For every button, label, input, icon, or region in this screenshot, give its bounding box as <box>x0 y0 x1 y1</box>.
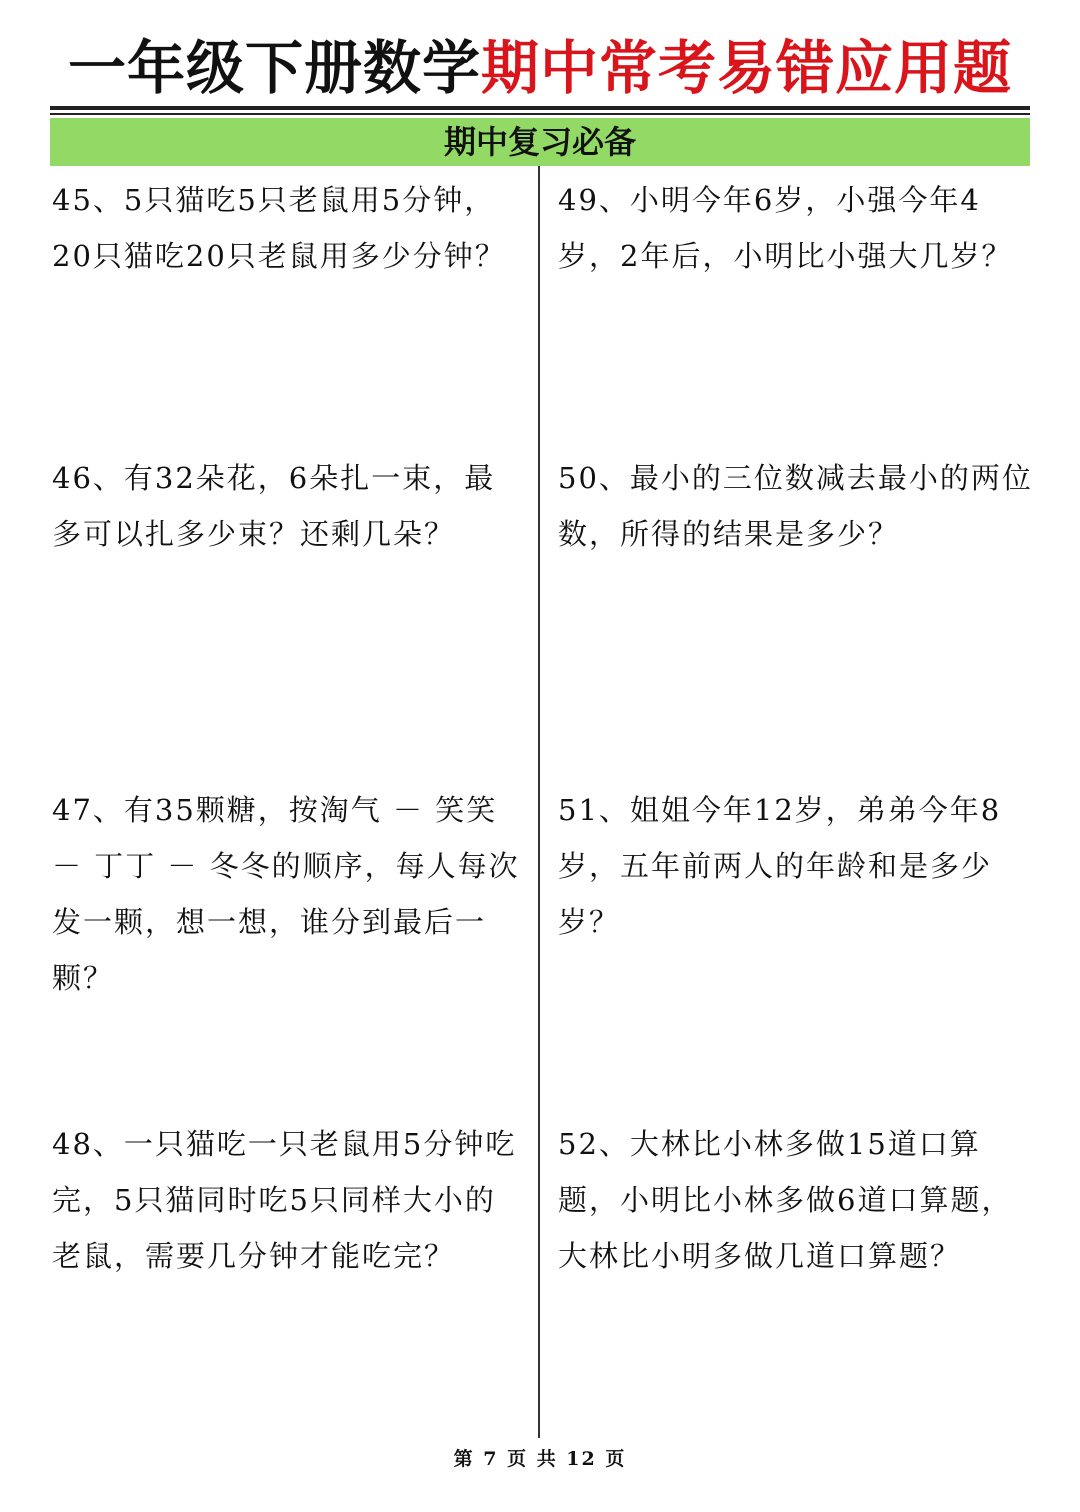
question-51: 51、姐姐今年12岁，弟弟今年8岁，五年前两人的年龄和是多少岁？ <box>558 793 1002 939</box>
question-49: 49、小明今年6岁，小强今年4岁，2年后，小明比小强大几岁？ <box>558 183 1013 273</box>
question-50: 50、最小的三位数减去最小的两位数，所得的结果是多少？ <box>558 461 1033 551</box>
question-52: 52、大林比小林多做15道口算题，小明比小林多做6道口算题，大林比小明多做几道口算题？ <box>558 1127 1013 1273</box>
question-46: 46、有32朵花，6朵扎一束，最多可以扎多少束？还剩几朵？ <box>52 461 496 551</box>
title-main: 一年级下册数学 <box>67 34 481 102</box>
page-title <box>0 28 1080 108</box>
question-45: 45、5只猫吃5只老鼠用5分钟，20只猫吃20只老鼠用多少分钟？ <box>52 183 506 273</box>
question-47: 47、有35颗糖，按淘气 － 笑笑 － 丁丁 － 冬冬的顺序，每人每次发一颗，想一想，谁分到最后一颗？ <box>52 793 520 995</box>
title-underline-thin <box>50 113 1030 115</box>
column-divider <box>538 166 540 1438</box>
section-banner: 期中复习必备 <box>50 118 1030 166</box>
title-underline-thick <box>50 106 1030 110</box>
title-highlight: 期中常考易错应用题 <box>481 34 1013 102</box>
question-48: 48、一只猫吃一只老鼠用5分钟吃完，5只猫同时吃5只同样大小的老鼠，需要几分钟才能吃完？ <box>52 1127 517 1273</box>
page-number: 第 7 页 共 12 页 <box>453 1448 627 1470</box>
